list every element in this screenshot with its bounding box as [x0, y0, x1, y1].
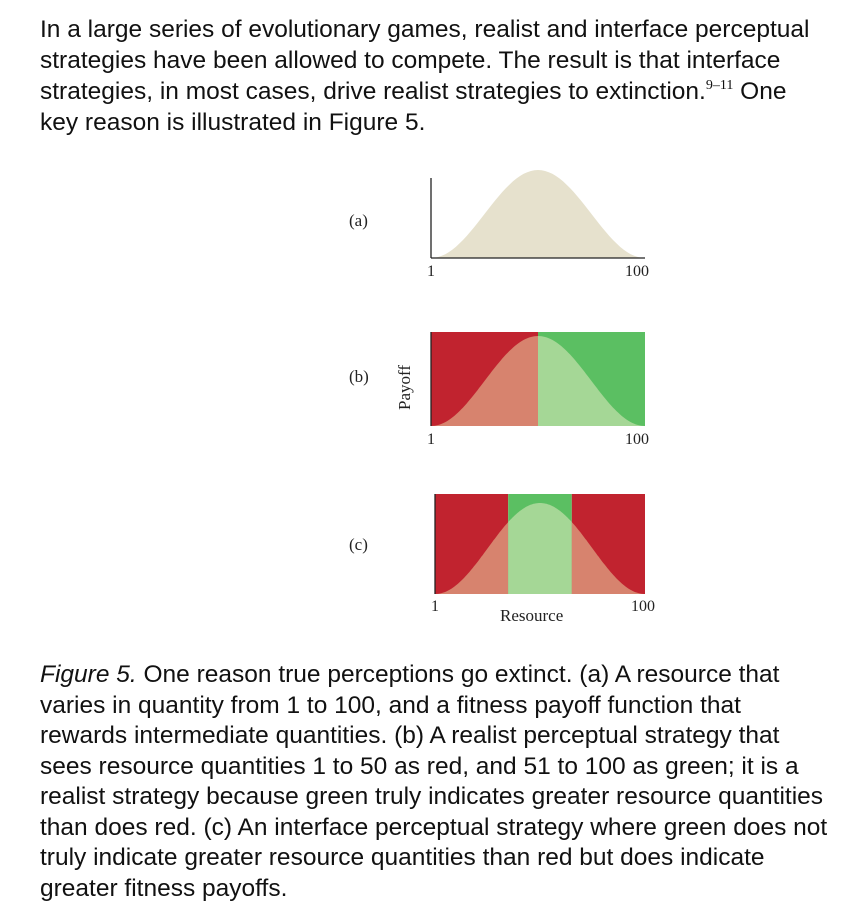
caption-figure-label: Figure 5.	[40, 661, 137, 688]
panel-a-x-max-label: 100	[625, 263, 649, 280]
panel-b-x-max-label: 100	[625, 431, 649, 448]
citation-superscript: 9–11	[705, 78, 734, 93]
intro-text-continued: One key reason is illustrated in Figure 5.	[40, 78, 787, 136]
panel-b-x-min-label: 1	[427, 431, 435, 448]
panel-c-x-min-label: 1	[431, 598, 439, 615]
panel-c-label: (c)	[349, 535, 368, 554]
y-axis-label: Payoff	[395, 364, 414, 410]
panel-b	[349, 332, 649, 448]
panel-c-payoff-under-green	[508, 503, 572, 594]
figure-caption	[40, 660, 830, 904]
panel-a-payoff-curve	[431, 170, 645, 258]
panel-a-label: (a)	[349, 211, 368, 230]
x-axis-label: Resource	[500, 606, 564, 625]
caption-text: One reason true perceptions go extinct. (a) A resource that varies in quantity from 1 to 100, and a fitness payoff function that rewards intermediate quantities. (b) A realist perceptual strategy that sees resource quantities 1 to 50 as red, and 51 to 100 as green; it is a realist strategy because green truly indicates greater resource quantities than does red. (c) An interface perceptual strategy where green does not truly indicate greater resource quantities than red but does indicate greater fitness payoffs.	[40, 661, 828, 902]
panel-c	[349, 494, 655, 625]
intro-text: In a large series of evolutionary games, realist and interface perceptual strategies have been allowed to compete. The result is that interface strategies, in most cases, drive realist strategies to extinction.	[40, 16, 810, 105]
panel-a	[349, 170, 649, 280]
panel-b-label: (b)	[349, 367, 369, 386]
panel-c-x-max-label: 100	[631, 598, 655, 615]
panel-a-x-min-label: 1	[427, 263, 435, 280]
